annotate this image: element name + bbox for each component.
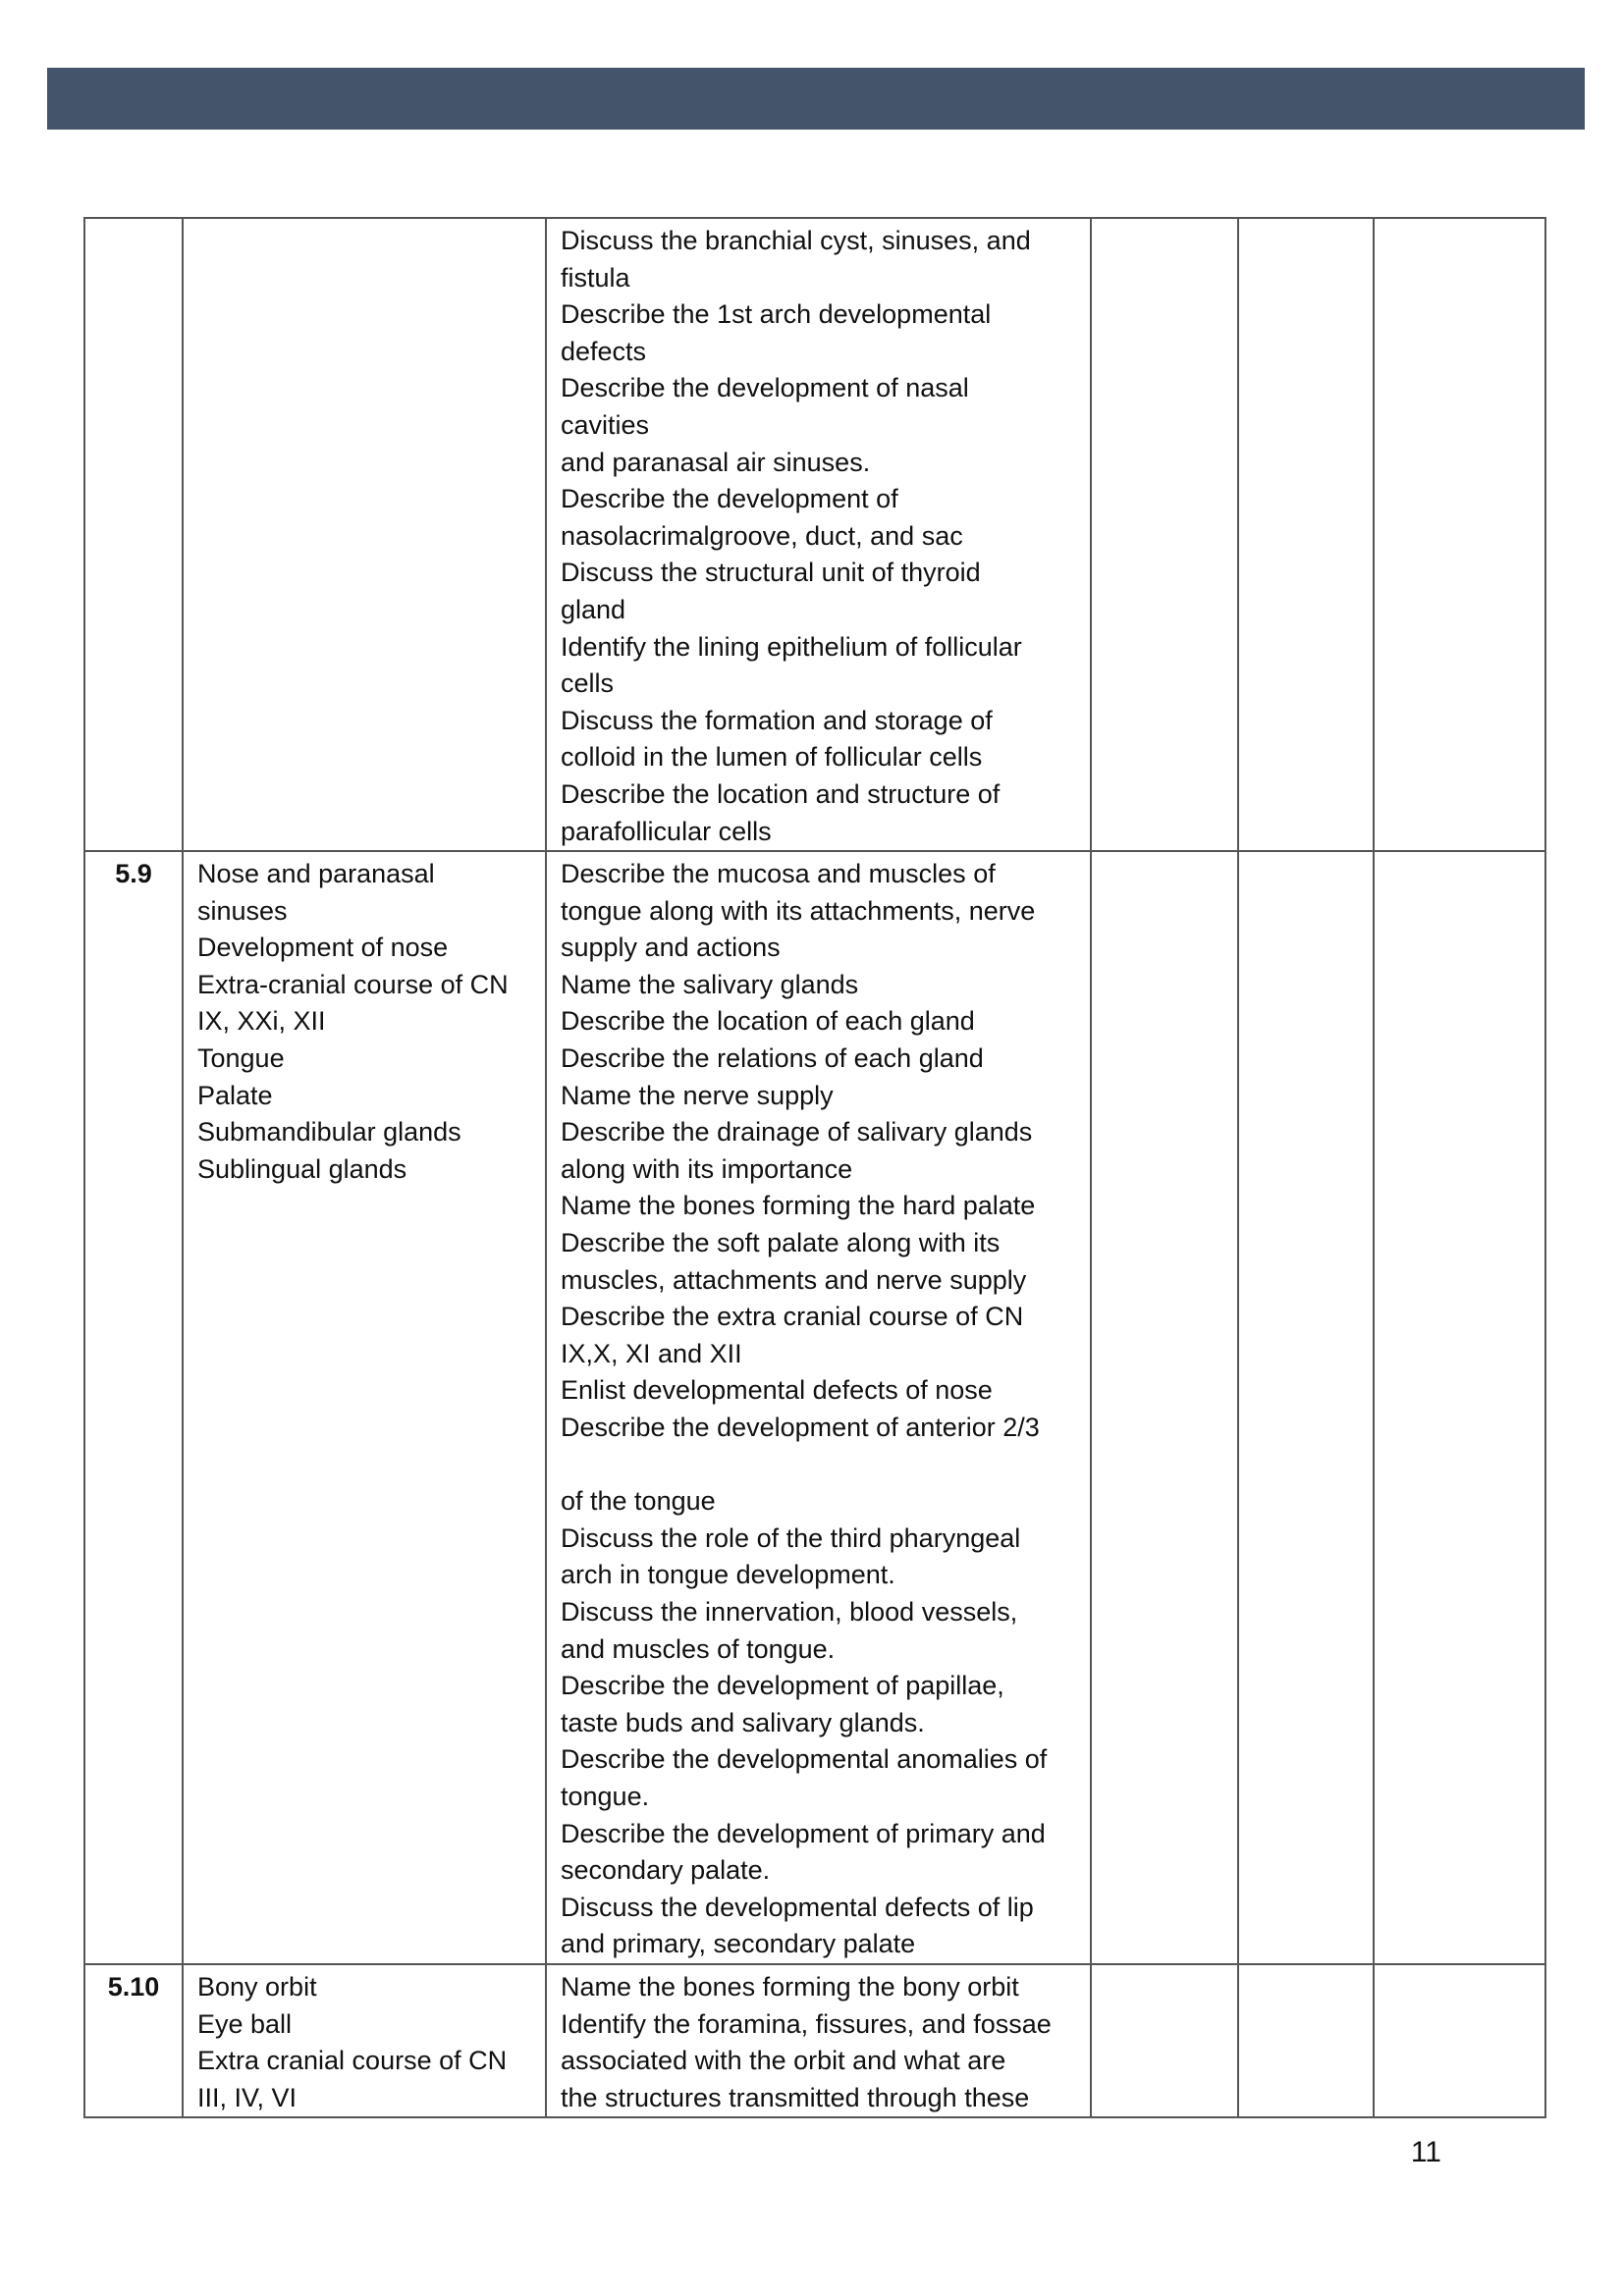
text-line: along with its importance xyxy=(561,1153,853,1184)
text-line: Describe the extra cranial course of CN xyxy=(561,1302,1024,1332)
text-line: Describe the development of papillae, xyxy=(561,1671,1004,1701)
text-line: nasolacrimalgroove, duct, and sac xyxy=(561,520,963,551)
text-line: cells xyxy=(561,668,615,699)
text-line: associated with the orbit and what are xyxy=(561,2046,1006,2076)
text-line: sinuses xyxy=(197,895,288,926)
text-line: IX,X, XI and XII xyxy=(561,1338,742,1368)
text-line: Nose and paranasal xyxy=(197,859,435,889)
text-line: Eye ball xyxy=(197,2008,293,2039)
text-line: cavities xyxy=(561,409,650,440)
text-line: tongue. xyxy=(561,1781,650,1811)
text-line: Identify the foramina, fissures, and fossae xyxy=(561,2008,1052,2039)
text-line: and paranasal air sinuses. xyxy=(561,447,871,477)
text-line: Name the salivary glands xyxy=(561,969,859,999)
text-line: Describe the development of anterior 2/3 xyxy=(561,1413,1040,1442)
text-line: parafollicular cells xyxy=(561,816,772,846)
objectives-cell xyxy=(546,1964,1091,2117)
text-line: of the tongue xyxy=(561,1486,716,1517)
text-line: Extra cranial course of CN xyxy=(197,2046,508,2076)
empty-cell xyxy=(1238,218,1374,851)
text-line: Identify the lining epithelium of follicular xyxy=(561,631,1022,662)
objectives-cell xyxy=(546,851,1091,1964)
text-line: Describe the soft palate along with its xyxy=(561,1228,1001,1258)
text-line: Palate xyxy=(197,1080,273,1110)
text-line: Describe the developmental anomalies of xyxy=(561,1744,1048,1775)
empty-cell xyxy=(1374,218,1545,851)
text-line: colloid in the lumen of follicular cells xyxy=(561,742,983,773)
text-line: Describe the development of xyxy=(561,484,898,514)
table-row xyxy=(84,218,1545,851)
text-line: muscles, attachments and nerve supply xyxy=(561,1264,1027,1295)
text-line: Extra-cranial course of CN xyxy=(197,969,509,999)
topics-cell xyxy=(183,851,546,1964)
empty-cell xyxy=(1374,1964,1545,2117)
text-line: Discuss the formation and storage of xyxy=(561,705,993,735)
text-line: Discuss the innervation, blood vessels, xyxy=(561,1596,1018,1627)
text-line: Name the bones forming the bony orbit xyxy=(561,1971,1019,2002)
text-line: arch in tongue development. xyxy=(561,1560,895,1590)
text-line: Name the nerve supply xyxy=(561,1080,834,1110)
row-number-cell: 5.9 xyxy=(84,851,183,1964)
text-line: Describe the location and structure of xyxy=(561,778,1001,809)
row-number-cell xyxy=(84,218,183,851)
table-row xyxy=(84,1964,1545,2117)
text-line: Sublingual glands xyxy=(197,1153,407,1184)
text-line: Submandibular glands xyxy=(197,1117,461,1148)
text-line: Discuss the developmental defects of lip xyxy=(561,1892,1034,1922)
text-line: Tongue xyxy=(197,1043,285,1074)
objectives-cell xyxy=(546,218,1091,851)
text-line: taste buds and salivary glands. xyxy=(561,1707,925,1737)
row-number-cell: 5.10 xyxy=(84,1964,183,2117)
text-line: Describe the development of nasal xyxy=(561,373,969,403)
text-line: Describe the development of primary and xyxy=(561,1818,1046,1848)
text-line: IX, XXi, XII xyxy=(197,1006,326,1037)
empty-cell xyxy=(1238,851,1374,1964)
empty-cell xyxy=(1091,218,1238,851)
text-line: Discuss the role of the third pharyngeal xyxy=(561,1522,1021,1553)
text-line: Development of nose xyxy=(197,933,449,963)
text-line: Name the bones forming the hard palate xyxy=(561,1191,1036,1221)
text-line: Describe the location of each gland xyxy=(561,1006,975,1037)
text-line: Describe the drainage of salivary glands xyxy=(561,1117,1033,1148)
header-band xyxy=(47,68,1585,130)
text-line: tongue along with its attachments, nerve xyxy=(561,895,1036,926)
text-line: secondary palate. xyxy=(561,1855,771,1886)
empty-cell xyxy=(1238,1964,1374,2117)
topics-cell xyxy=(183,218,546,851)
text-line: Describe the 1st arch developmental xyxy=(561,299,992,330)
text-line: Describe the relations of each gland xyxy=(561,1043,984,1074)
text-line: defects xyxy=(561,336,647,366)
text-line: the structures transmitted through these xyxy=(561,2082,1030,2112)
text-line: Describe the mucosa and muscles of xyxy=(561,859,996,889)
text-line: Discuss the branchial cyst, sinuses, and xyxy=(561,226,1031,255)
topics-cell xyxy=(183,1964,546,2117)
text-line: Bony orbit xyxy=(197,1971,317,2002)
empty-cell xyxy=(1091,1964,1238,2117)
text-line: Enlist developmental defects of nose xyxy=(561,1375,993,1406)
text-line: III, IV, VI xyxy=(197,2082,298,2112)
text-line: supply and actions xyxy=(561,933,781,963)
text-line xyxy=(561,1447,1080,1484)
text-line: and muscles of tongue. xyxy=(561,1633,836,1664)
empty-cell xyxy=(1091,851,1238,1964)
text-line: gland xyxy=(561,594,626,624)
empty-cell xyxy=(1374,851,1545,1964)
syllabus-table xyxy=(83,217,1546,2118)
page-number: 11 xyxy=(1410,2136,1441,2168)
table-row xyxy=(84,851,1545,1964)
text-line: fistula xyxy=(561,262,630,293)
text-line: Discuss the structural unit of thyroid xyxy=(561,558,981,588)
text-line: and primary, secondary palate xyxy=(561,1929,916,1959)
